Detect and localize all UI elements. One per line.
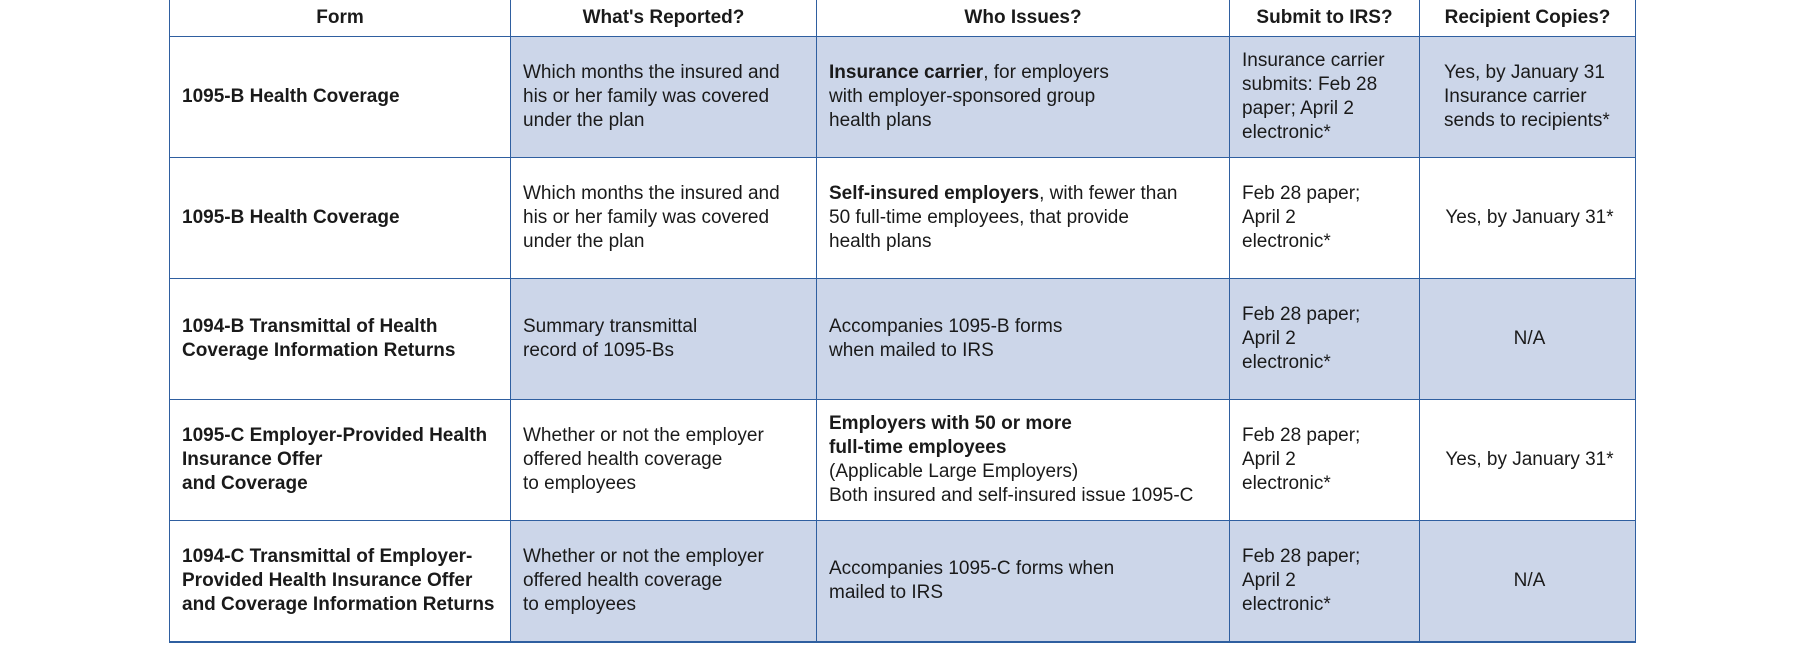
forms-table [169,0,1636,643]
table-row [170,279,1636,400]
form-name: Insurance Offer [182,449,323,470]
submit-line: electronic* [1242,473,1331,494]
reported-line: Whether or not the employer [523,546,764,567]
submit-cell [1230,279,1420,400]
reported-line: offered health coverage [523,449,723,470]
issuer-line: Accompanies 1095-C forms when [829,558,1115,579]
submit-line: submits: Feb 28 [1242,74,1378,95]
recipient-cell [1420,37,1636,158]
reported-cell [511,158,817,279]
issuer-cell [817,521,1230,643]
header-form: Form [170,0,511,37]
reported-line: Which months the insured and [523,62,780,83]
issuer-cell [817,37,1230,158]
recipient-cell [1420,158,1636,279]
recipient-line: Yes, by January 31* [1445,207,1614,228]
issuer-line: with employer-sponsored group [829,86,1096,107]
submit-line: electronic* [1242,231,1331,252]
submit-cell [1230,521,1420,643]
reported-line: his or her family was covered [523,86,770,107]
issuer-bold-line: Employers with 50 or more [829,413,1072,434]
table-row [170,400,1636,521]
submit-line: electronic* [1242,122,1331,143]
submit-line: electronic* [1242,594,1331,615]
form-name: 1095-B Health Coverage [182,207,400,228]
submit-cell [1230,400,1420,521]
submit-line: paper; April 2 [1242,98,1354,119]
form-cell [170,158,511,279]
issuer-rest: , for employers [983,62,1109,83]
form-name: 1094-C Transmittal of Employer- [182,546,473,567]
issuer-line [829,182,1221,206]
issuer-line: Accompanies 1095-B forms [829,316,1063,337]
reported-line: under the plan [523,110,645,131]
form-name: 1094-B Transmittal of Health [182,316,438,337]
form-name: Coverage Information Returns [182,340,456,361]
reported-line: Whether or not the employer [523,425,764,446]
submit-line: Feb 28 paper; [1242,425,1361,446]
submit-line: Feb 28 paper; [1242,304,1361,325]
header-row [170,0,1636,37]
reported-cell [511,37,817,158]
issuer-rest: , with fewer than [1039,183,1178,204]
form-cell [170,400,511,521]
submit-line: electronic* [1242,352,1331,373]
issuer-line: Both insured and self-insured issue 1095-C [829,485,1194,506]
issuer-line: (Applicable Large Employers) [829,461,1079,482]
recipient-cell [1420,521,1636,643]
submit-line: April 2 [1242,570,1296,591]
issuer-bold: Self-insured employers [829,183,1040,204]
reported-cell [511,279,817,400]
table-row [170,158,1636,279]
header-recipient-copies: Recipient Copies? [1420,0,1636,37]
issuer-bold-line: full-time employees [829,437,1007,458]
form-cell [170,279,511,400]
reported-line: Summary transmittal [523,316,698,337]
header-who-issues: Who Issues? [817,0,1230,37]
form-name: and Coverage Information Returns [182,594,495,615]
recipient-cell [1420,279,1636,400]
issuer-line: mailed to IRS [829,582,944,603]
recipient-line: Yes, by January 31 [1444,62,1605,83]
submit-line: April 2 [1242,207,1296,228]
recipient-line: Insurance carrier [1444,86,1587,107]
reported-line: under the plan [523,231,645,252]
form-name: 1095-C Employer-Provided Health [182,425,488,446]
recipient-line: sends to recipients* [1444,110,1610,131]
issuer-line: health plans [829,231,932,252]
submit-line: Feb 28 paper; [1242,546,1361,567]
reported-cell [511,400,817,521]
reported-line: record of 1095-Bs [523,340,675,361]
reported-cell [511,521,817,643]
reported-line: his or her family was covered [523,207,770,228]
form-name: and Coverage [182,473,308,494]
submit-line: April 2 [1242,328,1296,349]
submit-line: April 2 [1242,449,1296,470]
issuer-line: when mailed to IRS [829,340,994,361]
issuer-line [829,61,1221,85]
issuer-line: health plans [829,110,932,131]
reported-line: Which months the insured and [523,183,780,204]
header-whats-reported: What's Reported? [511,0,817,37]
reported-line: offered health coverage [523,570,723,591]
issuer-cell [817,158,1230,279]
recipient-line: N/A [1513,328,1546,349]
submit-cell [1230,37,1420,158]
submit-cell [1230,158,1420,279]
issuer-cell [817,279,1230,400]
submit-line: Feb 28 paper; [1242,183,1361,204]
header-submit-to-irs: Submit to IRS? [1230,0,1420,37]
table-row [170,37,1636,158]
issuer-line: 50 full-time employees, that provide [829,207,1129,228]
reported-line: to employees [523,594,637,615]
table-row [170,521,1636,643]
form-name: 1095-B Health Coverage [182,86,400,107]
submit-line: Insurance carrier [1242,50,1385,71]
form-cell [170,521,511,643]
form-name: Provided Health Insurance Offer [182,570,473,591]
recipient-cell [1420,400,1636,521]
recipient-line: N/A [1513,570,1546,591]
recipient-line: Yes, by January 31* [1445,449,1614,470]
form-cell [170,37,511,158]
reported-line: to employees [523,473,637,494]
issuer-bold: Insurance carrier [829,62,984,83]
issuer-cell [817,400,1230,521]
